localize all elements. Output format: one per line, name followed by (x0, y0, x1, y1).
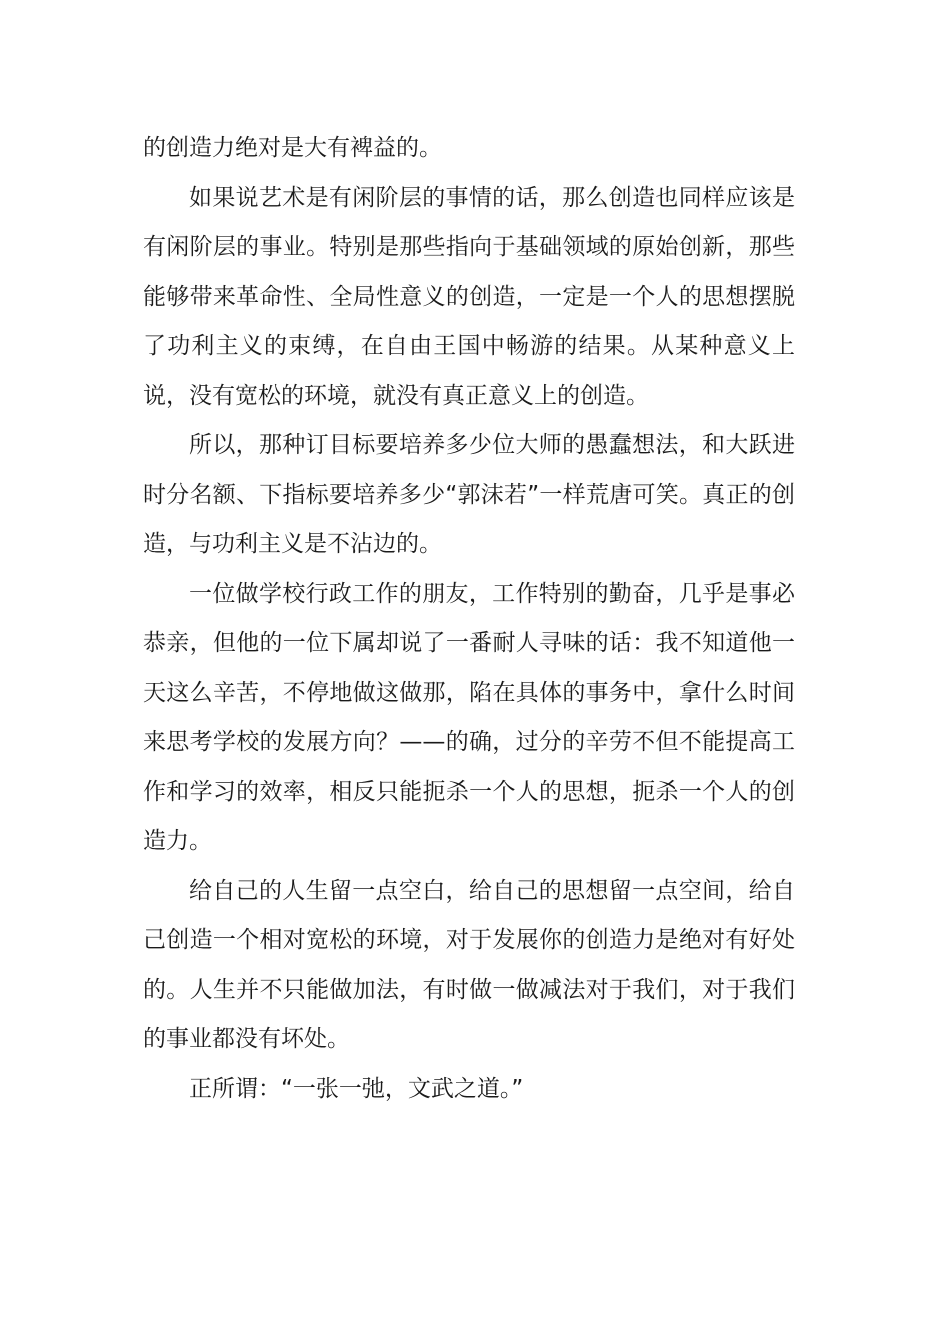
document-body (143, 124, 795, 1114)
paragraph: 如果说艺术是有闲阶层的事情的话，那么创造也同样应该是有闲阶层的事业。特别是那些指向于基础领域的原始创新，那些能够带来革命性、全局性意义的创造，一定是一个人的思想摆脱了功利主义的束缚，在自由王国中畅游的结果。从某种意义上说，没有宽松的环境，就没有真正意义上的创造。 (143, 184, 795, 409)
paragraph: 所以，那种订目标要培养多少位大师的愚蠢想法，和大跃进时分名额、下指标要培养多少“郭沫若”一样荒唐可笑。真正的创造，与功利主义是不沾边的。 (143, 432, 795, 557)
paragraph: 正所谓：“一张一弛，文武之道。” (189, 1075, 524, 1102)
paragraph: 给自己的人生留一点空白，给自己的思想留一点空间，给自己创造一个相对宽松的环境，对于发展你的创造力是绝对有好处的。人生并不只能做加法，有时做一做减法对于我们，对于我们的事业都没有坏处。 (143, 877, 795, 1052)
paragraph-continuation: 的创造力绝对是大有裨益的。 (143, 135, 442, 161)
paragraph: 一位做学校行政工作的朋友，工作特别的勤奋，几乎是事必恭亲，但他的一位下属却说了一番耐人寻味的话：我不知道他一天这么辛苦，不停地做这做那，陷在具体的事务中，拿什么时间来思考学校的发展方向？——的确，过分的辛劳不但不能提高工作和学习的效率，相反只能扼杀一个人的思想，扼杀一个人的创造力。 (143, 580, 795, 854)
